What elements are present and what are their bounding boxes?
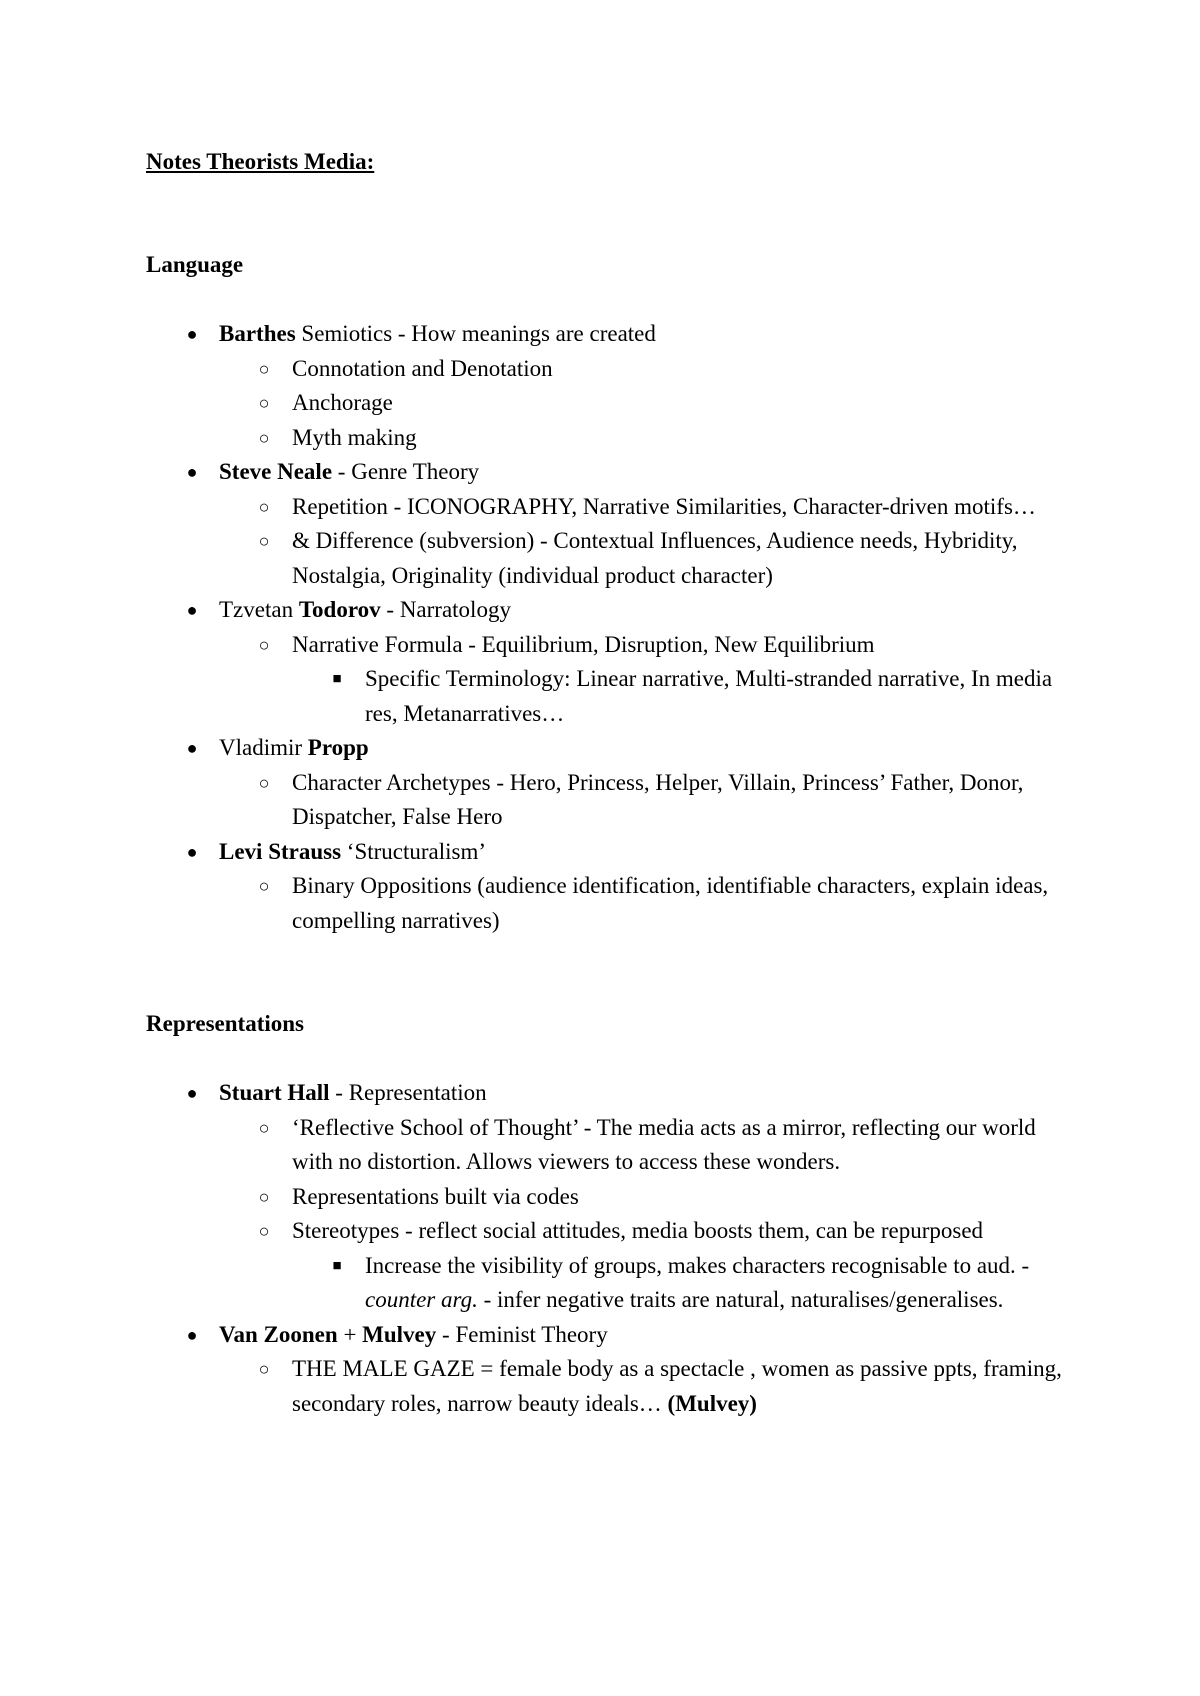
theorist-first-name: Vladimir	[219, 735, 308, 760]
item-text: & Difference (subversion) - Contextual Influences, Audience needs, Hybridity, Nostalgia, Originality (individual product character)	[292, 528, 1018, 588]
bullet-circle-icon: ○	[258, 1359, 270, 1379]
item-text: ‘Reflective School of Thought’ - The media acts as a mirror, reflecting our world with no distortion. Allows viewers to access these wonders.	[292, 1114, 1036, 1174]
list-item	[146, 421, 1076, 456]
list-item	[146, 1180, 1076, 1215]
bullet-dot-icon: ●	[186, 841, 198, 862]
list-item-hall	[146, 1076, 1076, 1111]
item-text: THE MALE GAZE = female body as a spectacle , women as passive ppts, framing, secondary roles, narrow beauty ideals…	[292, 1356, 1062, 1416]
list-item	[146, 386, 1076, 421]
list-item	[146, 352, 1076, 387]
list-item	[146, 869, 1076, 938]
theorist-name: Todorov	[298, 597, 381, 622]
list-item	[146, 1214, 1076, 1249]
list-item	[146, 524, 1076, 593]
item-text: Binary Oppositions (audience identification, identifiable characters, explain ideas, compelling narratives)	[292, 873, 1049, 933]
theorist-name: Barthes	[219, 321, 296, 346]
bullet-dot-icon: ●	[186, 462, 198, 482]
theorist-name: Stuart Hall	[219, 1080, 330, 1105]
bullet-dot-icon: ●	[186, 600, 198, 620]
bullet-circle-icon: ○	[258, 1117, 270, 1138]
theorist-name: Levi Strauss	[219, 838, 342, 864]
bullet-circle-icon: ○	[258, 427, 270, 448]
bullet-circle-icon: ○	[258, 393, 270, 413]
plus-sign: +	[337, 1321, 363, 1347]
item-text: Narrative Formula - Equilibrium, Disruption, New Equilibrium	[292, 631, 875, 657]
bullet-square-icon: ■	[332, 1257, 342, 1274]
list-item	[146, 1111, 1076, 1180]
representations-list	[146, 1076, 1076, 1421]
document-title: Notes Theorists Media:	[146, 149, 375, 174]
language-list	[146, 317, 1076, 938]
bullet-circle-icon: ○	[258, 1186, 270, 1207]
list-item	[146, 490, 1076, 525]
theory-description: - Genre Theory	[332, 459, 480, 484]
item-text: Connotation and Denotation	[292, 355, 553, 381]
item-text: Specific Terminology: Linear narrative, Multi-stranded narrative, In media res, Metanarratives…	[365, 666, 1053, 726]
list-item	[146, 766, 1076, 835]
bullet-circle-icon: ○	[258, 634, 270, 655]
bullet-circle-icon: ○	[258, 496, 270, 517]
item-text: Increase the visibility of groups, makes characters recognisable to aud. -	[365, 1252, 1030, 1278]
theory-description: Semiotics - How meanings are created	[295, 321, 656, 346]
theory-description: - Representation	[329, 1080, 487, 1105]
theorist-name: Propp	[307, 735, 369, 760]
bullet-circle-icon: ○	[258, 772, 270, 793]
item-text: Repetition - ICONOGRAPHY, Narrative Similarities, Character-driven motifs…	[292, 493, 1036, 519]
theorist-name: Mulvey	[362, 1321, 437, 1347]
item-text: Representations built via codes	[292, 1183, 579, 1209]
list-item-propp	[146, 731, 1076, 766]
list-item	[146, 1352, 1076, 1421]
list-item-todorov	[146, 593, 1076, 628]
bullet-dot-icon: ●	[186, 1324, 198, 1345]
italic-note: counter arg.	[365, 1287, 478, 1312]
section-heading-representations: Representations	[146, 1011, 305, 1036]
item-text: Stereotypes - reflect social attitudes, media boosts them, can be repurposed	[292, 1218, 984, 1243]
theorist-name: Van Zoonen	[219, 1321, 338, 1347]
item-text: Anchorage	[292, 390, 393, 415]
theory-description: ‘Structuralism’	[341, 838, 487, 864]
list-item-zoonen-mulvey	[146, 1318, 1076, 1353]
bullet-dot-icon: ●	[186, 324, 198, 344]
bullet-dot-icon: ●	[186, 1083, 198, 1103]
theorist-name: (Mulvey)	[667, 1390, 757, 1416]
bullet-dot-icon: ●	[186, 738, 198, 758]
list-item-neale	[146, 455, 1076, 490]
document-page	[146, 145, 1076, 1421]
theory-description: - Narratology	[380, 597, 511, 622]
bullet-circle-icon: ○	[258, 1221, 270, 1241]
section-heading-language: Language	[146, 252, 244, 277]
item-text: - infer negative traits are natural, naturalises/generalises.	[477, 1287, 1004, 1312]
list-item	[146, 662, 1076, 731]
theorist-first-name: Tzvetan	[219, 597, 299, 622]
list-item-strauss	[146, 835, 1076, 870]
bullet-circle-icon: ○	[258, 876, 270, 896]
list-item	[146, 1249, 1076, 1318]
item-text: Character Archetypes - Hero, Princess, Helper, Villain, Princess’ Father, Donor, Dispatcher, False Hero	[292, 769, 1024, 829]
list-item-barthes	[146, 317, 1076, 352]
bullet-circle-icon: ○	[258, 531, 270, 551]
bullet-circle-icon: ○	[258, 358, 270, 379]
theory-description: - Feminist Theory	[436, 1321, 608, 1347]
list-item	[146, 628, 1076, 663]
item-text: Myth making	[292, 424, 417, 450]
theorist-name: Steve Neale	[219, 459, 333, 484]
bullet-square-icon: ■	[332, 671, 342, 687]
